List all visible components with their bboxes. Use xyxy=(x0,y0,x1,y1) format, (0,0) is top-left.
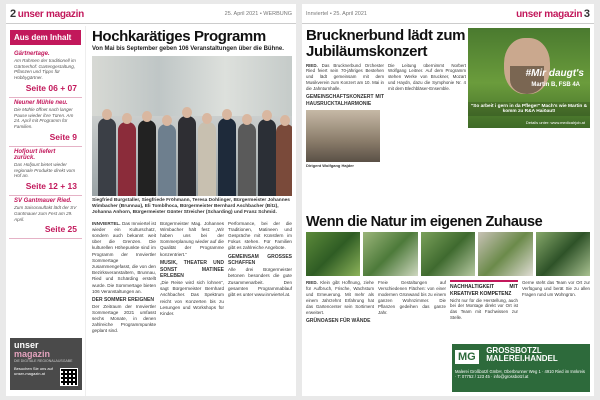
header-meta: 25. April 2021 • WERBUNG xyxy=(224,10,292,17)
sidebar-item-text: Die Mühle öffnet nach langer Pause wieder ihre Türen. Am 24. April mit Programm für Familien. xyxy=(14,106,74,130)
subheading: MUSIK, THEATER UND SONST MATINEE ERLEBEN xyxy=(160,259,224,280)
plant-photo xyxy=(536,232,590,276)
paragraph: Das Innviertel ist wieder ein Kulturschatz, sondern auch bekannt weit über die Grenzen. Die kulturellen Höhepunkte sind im Programm der Innviertler Sommertage zusammengefasst, die von den Bezirksveranstaltern, Brunnau, Ried und Schärding erstellt wurde. Die Sommertage bieten 106 Veranstaltungen an. xyxy=(92,220,156,294)
paragraph: Gerne steht das Team vor Ort zur Verfügung und berät Sie zu allen Fragen rund um Wohngrün. xyxy=(522,280,590,297)
group-photo xyxy=(92,56,292,196)
plant-photo xyxy=(363,232,417,276)
article-subtitle: Von Mai bis September geben 106 Veranstaltungen über die Bühne. xyxy=(92,46,284,52)
paragraph: Nicht nur für die Herstellung, auch bei der Montage direkt vor Ort ist das Team mit Fachwissen zur Stelle. xyxy=(450,297,518,321)
subheading: DER SOMMER EREIGNEN xyxy=(92,296,154,303)
sidebar-item-page: Seite 25 xyxy=(44,224,77,235)
subheading: GEMEINSCHAFTSKONZERT MIT HAUSRUCKTALHARMONIE xyxy=(306,94,384,107)
right-page-header xyxy=(302,4,594,24)
sidebar-item-heading: Hofjourt liefert zurück. xyxy=(14,148,56,161)
logo-line-1: unser xyxy=(14,340,39,350)
care-job-ad[interactable] xyxy=(468,28,590,128)
article-column xyxy=(160,221,224,335)
article-column xyxy=(522,280,590,324)
paragraph: Bürgermeister Mag. Johannes Wimbacher hält fest: „Wir haben uns bei der Sommerplanung wieder auf die Qualität der Programme konzentriert.“ xyxy=(160,220,224,257)
photo-caption: Dirigent Wolfgang Hajder xyxy=(306,162,354,168)
sidebar-item-page: Seite 9 xyxy=(49,131,77,142)
plant-photo xyxy=(306,232,360,276)
sidebar-item-heading: SV Gantmauer Ried. xyxy=(14,198,72,205)
logo-line-2: magazin xyxy=(14,349,51,359)
paragraph: Der Zeitraum der Innviertler Sommertage 2021 umfasst sechs Monate, in denen zahlreiche Programmpunkte geplant sind. xyxy=(92,303,156,334)
ad-slogan: "So arbeit i gern in da Pflege!" Mach's wie Martin & komm zu R&A Haiöaut! xyxy=(468,102,590,116)
article-column xyxy=(228,221,292,335)
brand-logo: unser magazin xyxy=(516,8,583,20)
ad-name: Martin B, FSB 4A xyxy=(531,82,580,88)
article-column xyxy=(92,221,156,335)
subheading: GRÜNOASEN FÜR WÄNDE xyxy=(306,317,371,324)
sidebar-item-text: Zum Saisonauftakt lädt der SV Gantmauer zum Fest am 29. April. xyxy=(14,205,77,222)
dateline: INNVIERTEL. xyxy=(92,220,121,226)
ad-url-link[interactable]: Details unter: www.medicalrjob.at xyxy=(525,120,585,125)
article-title: Wenn die Natur im eigenen Zuhause xyxy=(306,214,543,230)
contents-sidebar xyxy=(6,26,86,396)
left-page-header xyxy=(6,4,296,24)
header-meta: Innviertel • 25. April 2021 xyxy=(306,10,367,17)
sidebar-title: Aus dem Inhalt xyxy=(10,30,81,45)
page-number: 3 xyxy=(583,7,590,20)
paragraph: Performance, bei der die Traditionen, Matineen und Gespräche mit Künstlern im Fokus stehen. Für Familien gibt es zahlreiche Angebote. xyxy=(228,220,292,251)
sidebar-item-text: Am Rahmen der traditionell im Gärtnerhof: Gartengestaltung, Pflanzen und Tipps für Hobbygärtner. xyxy=(14,58,76,81)
article-column xyxy=(450,280,518,324)
page-number: 2 xyxy=(10,7,17,20)
right-page xyxy=(302,4,594,396)
plant-photo xyxy=(478,232,532,276)
article-brucknerbund xyxy=(306,28,466,168)
left-page xyxy=(6,4,296,396)
plant-wall-photos xyxy=(306,232,590,276)
article-title: Brucknerbund lädt zum Jubiläumskonzert xyxy=(306,27,466,60)
sidebar-item-page: Seite 12 + 13 xyxy=(25,181,77,192)
article-programm xyxy=(92,28,292,335)
qr-code-icon[interactable] xyxy=(60,368,78,386)
sidebar-item-page: Seite 06 + 07 xyxy=(25,82,77,93)
sidebar-item[interactable] xyxy=(9,98,82,147)
subheading: NACHHALTIGKEIT MIT KREATIVER KOMPETENZ xyxy=(450,284,518,297)
photo-caption: Siegfried Burgstaller, Siegfriede Fröhmann, Teresa Dohlinger, Bürgermeister Johannes Wimbacher (Brunnau), Eli Tomblhoca, Bürgermeister Bernhard Aschbacher (Bitz), Johanna Anhorn, Bürgermeister Günter Streicher (Scharding) und Franz Schmid. xyxy=(92,198,290,216)
magazine-logo-box[interactable] xyxy=(10,338,82,390)
article-columns xyxy=(306,63,466,169)
orchestra-photo xyxy=(306,110,380,162)
brand-logo: unser magazin xyxy=(17,8,84,20)
ad-company-name: GROSSBOTZL MALEREI.HANDEL xyxy=(486,346,558,363)
article-column xyxy=(378,280,446,324)
sidebar-item-heading: Gärtnertage. xyxy=(14,51,50,57)
article-columns xyxy=(92,221,292,335)
dateline: RIED. xyxy=(306,280,318,285)
dateline: RIED. xyxy=(306,62,318,68)
paragraph: Alle drei Bürgermeister betonen besonders die gute Zusammenarbeit. Den gesamten Programmablauf gibt es unter www.innviertel.at. xyxy=(228,267,292,297)
logo-note: Besuchen Sie uns auf unser-magazin.at xyxy=(14,366,53,376)
sidebar-item[interactable] xyxy=(9,196,82,239)
article-column xyxy=(306,63,384,169)
article-title: Hochkarätiges Programm xyxy=(92,28,266,45)
sidebar-item[interactable] xyxy=(9,49,82,98)
paragraph: Das Brucknerbund Orchester Ried feiert sein 70-jähriges Bestehen und lädt gemeinsam mit dem Musikverein zum Konzert am 10. Mai in die Jahnturnhalle. xyxy=(306,62,384,92)
paragraph: „Die Reise wird sich lohnen“, sagt Bürgermeister Bernhard Aschbacher. Das Spektrum reicht von Konzerten bis zu Lesungen und Workshops für Kinder. xyxy=(160,280,224,317)
sidebar-item[interactable] xyxy=(9,147,82,196)
logo-subtitle: DIE DIGITALE REGIONALAUSGABE xyxy=(14,359,73,363)
subheading: GEMEINSAM GROSSES SCHAFFEN xyxy=(228,253,292,267)
article-columns xyxy=(306,280,590,324)
ad-logo: MG xyxy=(455,350,479,364)
sidebar-item-heading: Neuner Mühle neu. xyxy=(14,99,68,106)
paragraph: Die Leitung übernimmt Norbert Wolfgang Leitner. Auf dem Programm stehen Werke von Bruckner, Mozart und Haydn, dazu die Symphonie Nr. 4 mit dem Blechbläser-Ensemble. xyxy=(388,62,466,92)
malerei-ad[interactable] xyxy=(452,344,590,392)
article-column xyxy=(388,63,466,169)
ad-hashtag: #Mir daugt's xyxy=(525,68,584,79)
ad-contact: Malerei Großbotzl GmbH, Oberbrunner Weg 1 · 4910 Ried im Innkreis · T: 07752 / 123 45 · info@grossbotzl.at xyxy=(455,369,586,379)
article-column xyxy=(306,280,374,324)
sidebar-item-text: Das Hofjourt bietet wieder regionale Produkte direkt vom Hof an. xyxy=(14,161,76,179)
plant-photo xyxy=(421,232,475,276)
paragraph: Freie Gestaltungen auf Verschiedenen Flächen: von einer modernen Grünwand bis zu einem ganzen Wohnzimmer. Die Pflanzen gedeihen das ganze Jahr. xyxy=(378,280,446,315)
paragraph: Klein gibt Hoffnung, ziehe für Aufbruch, Frische, Wachstum und Erneuerung. Mit mehr als einem Jahrzehnt Erfahrung hat das Gartencenter sein Sortiment erweitert. xyxy=(306,280,374,315)
